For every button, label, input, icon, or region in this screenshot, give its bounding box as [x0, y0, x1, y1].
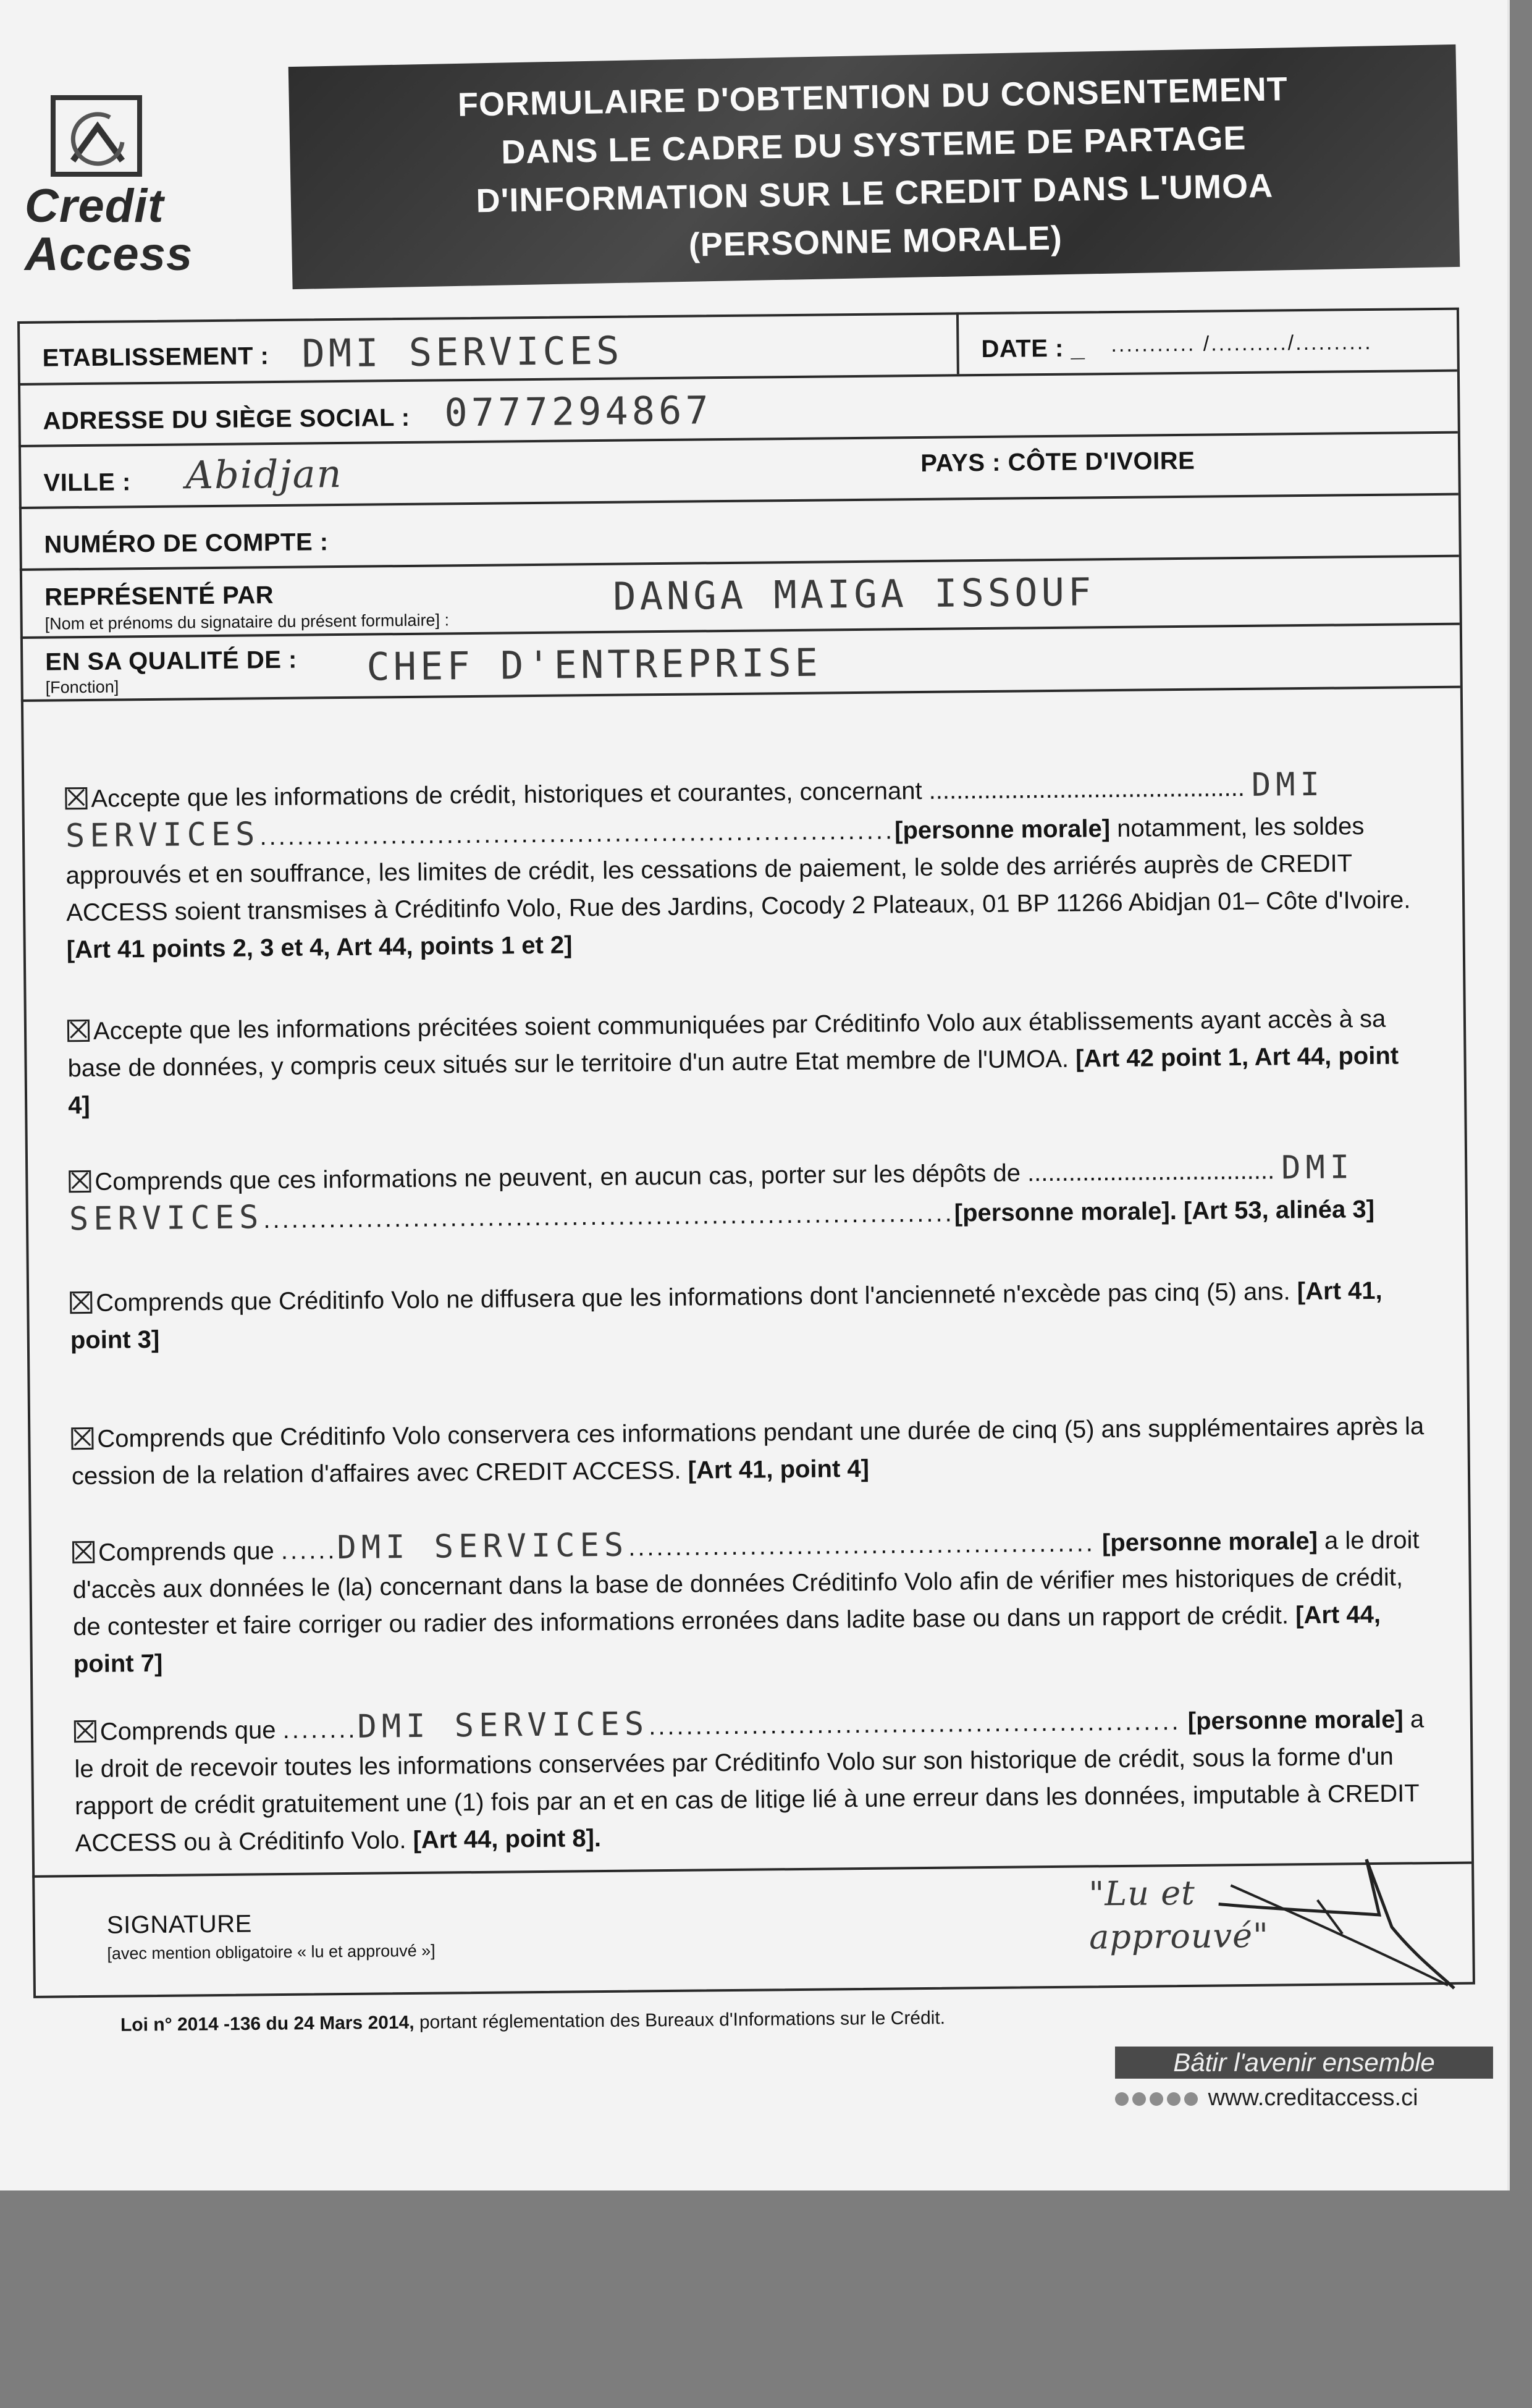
linkedin-icon[interactable]	[1150, 2092, 1163, 2106]
clause-fill-value[interactable]: DMI SERVICES	[357, 1705, 649, 1746]
clause-reference: [Art 41, point 4]	[688, 1455, 870, 1484]
clause-text: a le droit d'accès aux données le (la) concernant dans la base de données Créditinfo Volo afin de vérifier mes historiques de crédit, de contester et faire corriger ou radier des informations erronées dans ladite base ou dans un rapport de crédit.	[72, 1526, 1420, 1641]
clause-1: Accepte que les informations de crédit, historiques et courantes, concernant .............................................. DMI SERVICES....................................................................[personne morale] notamment, les soldes approuvés et en souffrance, les limites de crédit, les cessations de paiement, le solde des arriérés auprès de CREDIT ACCESS soient transmises à Créditinfo Volo, Rue des Jardins, Cocody 2 Plateaux, 01 BP 11266 Abidjan 01– Côte d'Ivoire. [Art 41 points 2, 3 et 4, Art 44, points 1 et 2]	[65, 766, 1411, 964]
checkbox-checked-icon[interactable]	[70, 1291, 92, 1314]
pays-label: PAYS : CÔTE D'IVOIRE	[920, 447, 1195, 477]
slogan-banner: Bâtir l'avenir ensemble	[1115, 2047, 1493, 2079]
represente-label: REPRÉSENTÉ PAR	[44, 581, 274, 611]
handwritten-mention-line2: approuvé"	[1088, 1916, 1269, 1957]
logo-mark-icon	[48, 93, 147, 179]
youtube-icon[interactable]	[1167, 2092, 1181, 2106]
qualite-sublabel: [Fonction]	[45, 677, 119, 697]
twitter-icon[interactable]	[1132, 2092, 1146, 2106]
clause-reference: [personne morale]. [Art 53, alinéa 3]	[954, 1195, 1375, 1227]
ville-value[interactable]: Abidjan	[185, 450, 343, 498]
instagram-icon[interactable]	[1184, 2092, 1198, 2106]
clause-fill-value[interactable]: DMI SERVICES	[69, 1149, 1355, 1238]
clause-bold: [personne morale]	[894, 815, 1111, 845]
clause-reference: [Art 44, point 8].	[413, 1825, 602, 1854]
qualite-label: EN SA QUALITÉ DE :	[45, 646, 298, 676]
website-link[interactable]: www.creditaccess.ci	[1208, 2085, 1418, 2111]
clause-reference: [Art 41 points 2, 3 et 4, Art 44, points 1 et 2]	[66, 931, 573, 964]
clause-2	[67, 1000, 1428, 1124]
title-line: DANS LE CADRE DU SYSTEME DE PARTAGE	[500, 119, 1247, 171]
clause-bold: [personne morale]	[1101, 1527, 1318, 1557]
title-line: D'INFORMATION SUR LE CREDIT DANS L'UMOA	[476, 167, 1274, 220]
clause-7: Comprends que ........DMI SERVICES......................................................... [personne morale] a le droit de recevoir toutes les informations conservées par Créditinfo Volo sur son historique de crédit, sous la forme d'un rapport de crédit gratuitement une (1) fois par an et en cas de litige lié à une erreur dans les données, imputable à CREDIT ACCESS ou à Créditinfo Volo. [Art 44, point 8].	[74, 1705, 1425, 1857]
clause-reference: [Art 44, point 7]	[73, 1600, 1381, 1678]
etablissement-label: ETABLISSEMENT :	[42, 342, 269, 372]
qualite-value[interactable]: CHEF D'ENTREPRISE	[366, 640, 822, 690]
credit-access-logo	[25, 93, 193, 281]
clause-6: Comprends que ......DMI SERVICES.................................................. [personne morale] a le droit d'accès aux données le (la) concernant dans la base de données Créditinfo Volo afin de vérifier mes historiques de crédit, de contester et faire corriger ou radier des informations erronées dans ladite base ou dans un rapport de crédit. [Art 44, point 7]	[72, 1526, 1420, 1678]
clause-bold: [personne morale]	[1187, 1705, 1404, 1735]
clause-4	[70, 1272, 1429, 1359]
clause-5	[71, 1408, 1431, 1495]
checkbox-checked-icon[interactable]	[72, 1541, 95, 1563]
clause-text: Comprends que	[98, 1537, 274, 1566]
date-label: DATE : _	[981, 334, 1085, 363]
clause-fill-value[interactable]: DMI SERVICES	[337, 1526, 629, 1567]
law-number: Loi n° 2014 -136 du 24 Mars 2014,	[120, 2012, 415, 2035]
clause-text: Comprends que	[99, 1717, 276, 1746]
adresse-value[interactable]: 0777294867	[444, 387, 713, 436]
logo-text-access: Access	[25, 228, 193, 281]
clause-text: notamment, les soldes approuvés et en souffrance, les limites de crédit, les cessations de paiement, le solde des arriérés auprès de CREDIT ACCESS soient transmises à Créditinfo Volo, Rue des Jardins, Cocody 2 Plateaux, 01 BP 11266 Abidjan 01– Côte d'Ivoire.	[65, 813, 1411, 927]
checkbox-checked-icon[interactable]	[67, 1020, 90, 1042]
consent-form	[17, 308, 1473, 1996]
law-text: portant réglementation des Bureaux d'Informations sur le Crédit.	[419, 2008, 946, 2033]
clause-text: Comprends que Créditinfo Volo ne diffusera que les informations dont l'ancienneté n'excède pas cinq (5) ans.	[96, 1278, 1290, 1317]
handwritten-mention-line1: "Lu et	[1088, 1873, 1196, 1914]
facebook-icon[interactable]	[1115, 2092, 1129, 2106]
clause-text: a le droit de recevoir toutes les informations conservées par Créditinfo Volo sur son historique de crédit, sous la forme d'un rapport de crédit gratuitement une (1) fois par an et en cas de litige lié à une erreur dans les données, imputable à CREDIT ACCESS ou à Créditinfo Volo.	[74, 1705, 1425, 1857]
represente-value[interactable]: DANGA MAIGA ISSOUF	[612, 569, 1095, 619]
clause-reference: [Art 42 point 1, Art 44, point 4]	[67, 1042, 1399, 1120]
title-banner	[288, 44, 1460, 289]
checkbox-checked-icon[interactable]	[71, 1427, 93, 1450]
adresse-label: ADRESSE DU SIÈGE SOCIAL :	[43, 403, 410, 435]
compte-label: NUMÉRO DE COMPTE :	[44, 528, 329, 559]
clause-fill-value[interactable]: DMI SERVICES	[65, 766, 1325, 855]
clause-text: Comprends que ces informations ne peuvent, en aucun cas, porter sur les dépôts de ....................................	[95, 1157, 1275, 1196]
checkbox-checked-icon[interactable]	[74, 1720, 96, 1743]
law-reference	[120, 2008, 945, 2036]
ville-label: VILLE :	[43, 468, 131, 497]
checkbox-checked-icon[interactable]	[65, 787, 87, 809]
etablissement-value[interactable]: DMI SERVICES	[301, 327, 623, 376]
website-line	[1115, 2085, 1418, 2111]
logo-text-credit: Credit	[25, 180, 164, 232]
checkbox-checked-icon[interactable]	[69, 1170, 91, 1193]
signature-scribble-icon[interactable]	[1206, 1840, 1467, 2003]
clause-3: Comprends que ces informations ne peuvent, en aucun cas, porter sur les dépôts de .................................... DMI SERVICES..........................................................................[personne morale]. [Art 53, alinéa 3]	[69, 1149, 1375, 1238]
signature-label: SIGNATURE	[106, 1910, 253, 1939]
signature-sublabel: [avec mention obligatoire « lu et approuvé »]	[107, 1941, 436, 1963]
title-line: FORMULAIRE D'OBTENTION DU CONSENTEMENT	[457, 70, 1289, 124]
clause-text: Accepte que les informations précitées soient communiquées par Créditinfo Volo aux établissements ayant accès à sa base de données, y compris ceux situés sur le territoire d'un autre Etat membre de l'UMOA.	[67, 1005, 1386, 1083]
represente-sublabel: [Nom et prénoms du signataire du présent formulaire] :	[44, 610, 450, 633]
clause-text: Accepte que les informations de crédit, historiques et courantes, concernant ..............................................	[91, 774, 1245, 813]
clause-reference: [Art 41, point 3]	[70, 1277, 1383, 1354]
title-line: (PERSONNE MORALE)	[688, 219, 1063, 264]
date-field[interactable]: ........... /........../..........	[1111, 330, 1373, 357]
clause-text: Comprends que Créditinfo Volo conservera ces informations pendant une durée de cinq (5) ans supplémentaires après la cession de la relation d'affaires avec CREDIT ACCESS.	[71, 1413, 1425, 1490]
